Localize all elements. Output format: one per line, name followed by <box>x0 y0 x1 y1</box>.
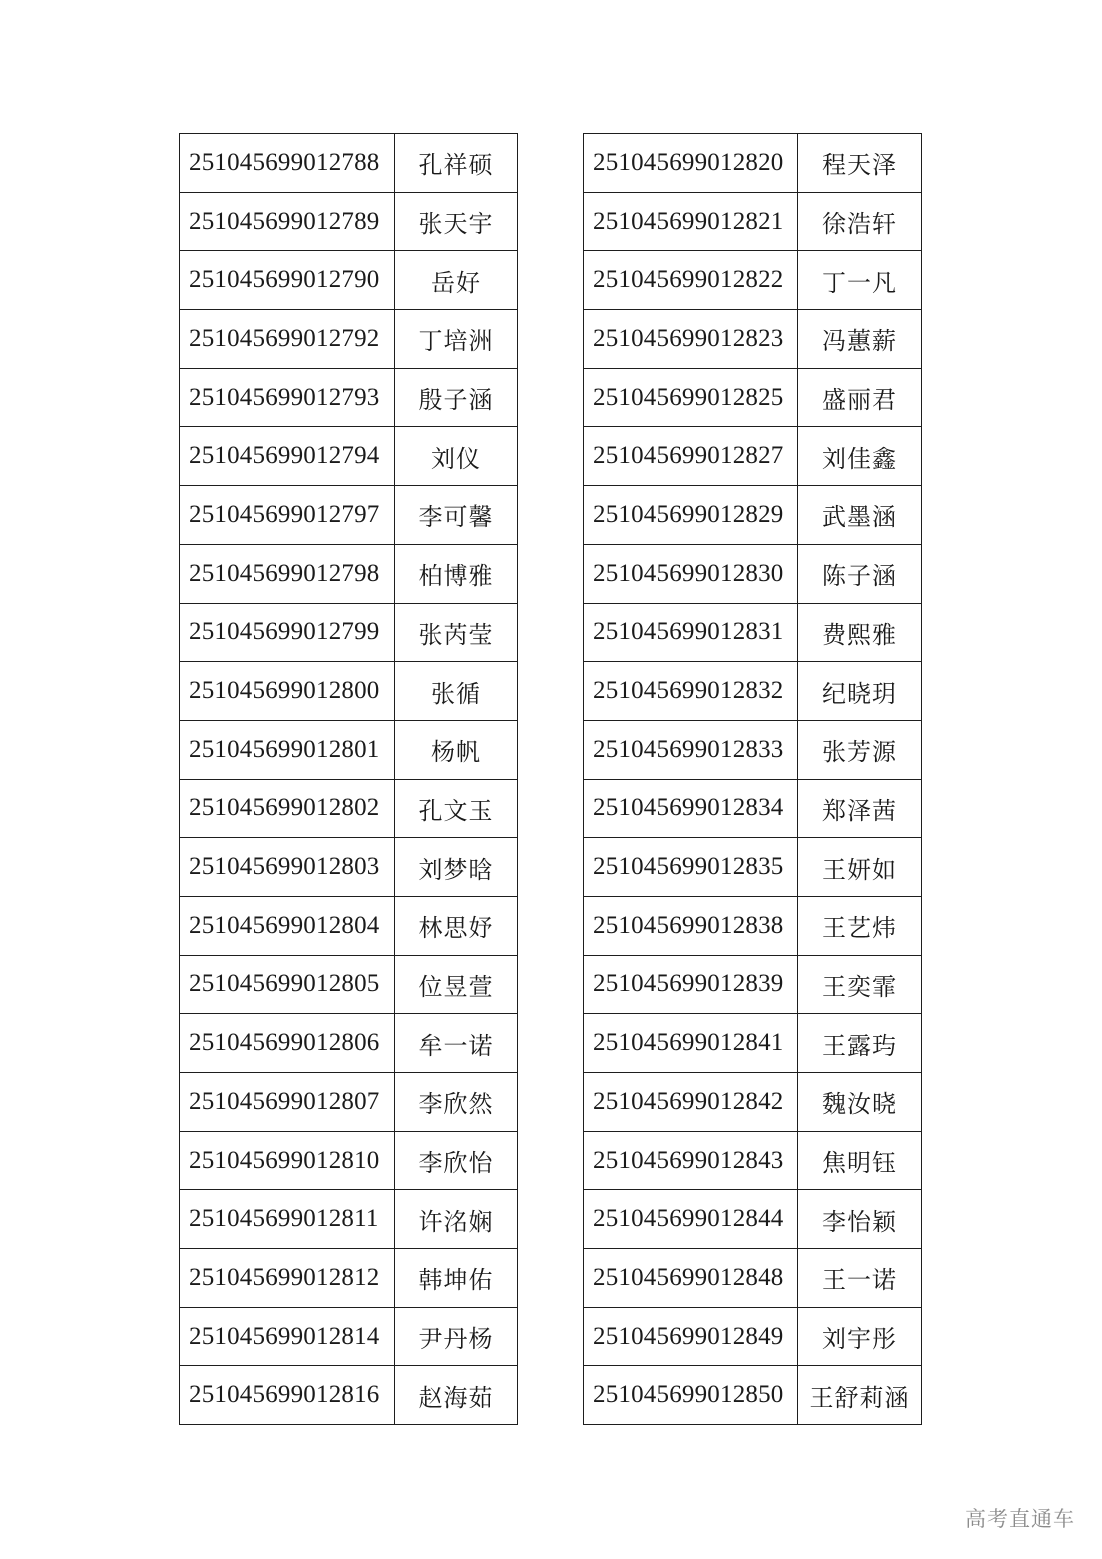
student-name-cell: 张循 <box>395 662 518 721</box>
table-row <box>180 662 518 721</box>
exam-id-cell: 251045699012804 <box>180 896 395 955</box>
exam-id-cell: 251045699012849 <box>584 1307 798 1366</box>
exam-id-cell: 251045699012835 <box>584 838 798 897</box>
student-name-cell: 焦明钰 <box>798 1131 922 1190</box>
table-row <box>180 1014 518 1073</box>
table-row <box>584 427 922 486</box>
table-row <box>180 1131 518 1190</box>
table-row <box>584 779 922 838</box>
table-row <box>180 251 518 310</box>
student-name-cell: 林思妤 <box>395 896 518 955</box>
table-row <box>180 486 518 545</box>
table-row <box>584 1073 922 1132</box>
exam-id-cell: 251045699012825 <box>584 368 798 427</box>
exam-id-cell: 251045699012788 <box>180 134 395 193</box>
exam-id-cell: 251045699012850 <box>584 1366 798 1425</box>
table-row <box>180 779 518 838</box>
table-row <box>584 662 922 721</box>
table-row <box>180 838 518 897</box>
student-name-cell: 刘宇彤 <box>798 1307 922 1366</box>
student-name-cell: 王舒莉涵 <box>798 1366 922 1425</box>
table-row <box>584 603 922 662</box>
table-row <box>180 310 518 369</box>
table-row <box>584 896 922 955</box>
table-row <box>180 427 518 486</box>
exam-id-cell: 251045699012833 <box>584 720 798 779</box>
left-table-body <box>180 134 518 1425</box>
exam-id-cell: 251045699012811 <box>180 1190 395 1249</box>
exam-id-cell: 251045699012794 <box>180 427 395 486</box>
student-name-cell: 杨帆 <box>395 720 518 779</box>
student-name-cell: 位昱萱 <box>395 955 518 1014</box>
table-row <box>180 1073 518 1132</box>
student-name-cell: 程天泽 <box>798 134 922 193</box>
table-row <box>584 486 922 545</box>
table-row <box>584 368 922 427</box>
student-name-cell: 张芳源 <box>798 720 922 779</box>
exam-id-cell: 251045699012841 <box>584 1014 798 1073</box>
watermark-text: 高考直通车 <box>965 1507 1075 1531</box>
student-name-cell: 纪晓玥 <box>798 662 922 721</box>
exam-id-cell: 251045699012842 <box>584 1073 798 1132</box>
student-name-cell: 王露玙 <box>798 1014 922 1073</box>
student-name-cell: 刘佳鑫 <box>798 427 922 486</box>
exam-id-cell: 251045699012827 <box>584 427 798 486</box>
exam-id-cell: 251045699012803 <box>180 838 395 897</box>
student-name-cell: 费熙雅 <box>798 603 922 662</box>
student-name-cell: 丁培洲 <box>395 310 518 369</box>
table-row <box>180 955 518 1014</box>
student-name-cell: 柏博雅 <box>395 544 518 603</box>
table-row <box>584 544 922 603</box>
table-row <box>584 1307 922 1366</box>
student-name-cell: 李欣怡 <box>395 1131 518 1190</box>
table-row <box>180 720 518 779</box>
student-name-cell: 盛丽君 <box>798 368 922 427</box>
table-row <box>584 1131 922 1190</box>
student-name-cell: 岳好 <box>395 251 518 310</box>
exam-id-cell: 251045699012832 <box>584 662 798 721</box>
exam-id-cell: 251045699012812 <box>180 1249 395 1308</box>
student-name-cell: 徐浩轩 <box>798 192 922 251</box>
table-row <box>180 896 518 955</box>
student-name-cell: 李欣然 <box>395 1073 518 1132</box>
student-name-cell: 孔祥硕 <box>395 134 518 193</box>
student-name-cell: 韩坤佑 <box>395 1249 518 1308</box>
student-name-cell: 李可馨 <box>395 486 518 545</box>
exam-id-cell: 251045699012839 <box>584 955 798 1014</box>
student-name-cell: 孔文玉 <box>395 779 518 838</box>
exam-id-cell: 251045699012798 <box>180 544 395 603</box>
student-name-cell: 王艺炜 <box>798 896 922 955</box>
table-row <box>584 1190 922 1249</box>
table-row <box>584 1014 922 1073</box>
student-name-cell: 丁一凡 <box>798 251 922 310</box>
exam-id-cell: 251045699012805 <box>180 955 395 1014</box>
exam-id-cell: 251045699012807 <box>180 1073 395 1132</box>
student-name-cell: 尹丹杨 <box>395 1307 518 1366</box>
table-row <box>584 838 922 897</box>
exam-id-cell: 251045699012814 <box>180 1307 395 1366</box>
student-name-cell: 魏汝晓 <box>798 1073 922 1132</box>
table-row <box>180 368 518 427</box>
exam-id-cell: 251045699012810 <box>180 1131 395 1190</box>
student-name-cell: 王一诺 <box>798 1249 922 1308</box>
exam-id-cell: 251045699012831 <box>584 603 798 662</box>
table-row <box>180 1307 518 1366</box>
table-row <box>180 603 518 662</box>
student-name-cell: 刘梦晗 <box>395 838 518 897</box>
exam-id-cell: 251045699012801 <box>180 720 395 779</box>
student-name-cell: 王奕霏 <box>798 955 922 1014</box>
table-row <box>584 1366 922 1425</box>
exam-id-cell: 251045699012822 <box>584 251 798 310</box>
table-row <box>584 310 922 369</box>
exam-id-cell: 251045699012838 <box>584 896 798 955</box>
table-row <box>180 1366 518 1425</box>
student-name-cell: 李怡颖 <box>798 1190 922 1249</box>
exam-id-cell: 251045699012802 <box>180 779 395 838</box>
table-row <box>584 192 922 251</box>
exam-id-cell: 251045699012790 <box>180 251 395 310</box>
student-name-cell: 郑泽茜 <box>798 779 922 838</box>
table-row <box>584 720 922 779</box>
student-name-cell: 牟一诺 <box>395 1014 518 1073</box>
table-row <box>584 955 922 1014</box>
exam-id-cell: 251045699012800 <box>180 662 395 721</box>
student-name-cell: 赵海茹 <box>395 1366 518 1425</box>
exam-id-cell: 251045699012829 <box>584 486 798 545</box>
right-roster-table <box>583 133 922 1425</box>
exam-id-cell: 251045699012792 <box>180 310 395 369</box>
exam-id-cell: 251045699012823 <box>584 310 798 369</box>
exam-id-cell: 251045699012793 <box>180 368 395 427</box>
table-row <box>584 1249 922 1308</box>
exam-id-cell: 251045699012830 <box>584 544 798 603</box>
exam-id-cell: 251045699012844 <box>584 1190 798 1249</box>
table-row <box>180 192 518 251</box>
right-table-body <box>584 134 922 1425</box>
exam-id-cell: 251045699012820 <box>584 134 798 193</box>
student-name-cell: 张芮莹 <box>395 603 518 662</box>
student-name-cell: 许洺娴 <box>395 1190 518 1249</box>
exam-id-cell: 251045699012834 <box>584 779 798 838</box>
exam-id-cell: 251045699012806 <box>180 1014 395 1073</box>
table-row <box>584 134 922 193</box>
table-row <box>180 544 518 603</box>
student-name-cell: 陈子涵 <box>798 544 922 603</box>
table-row <box>180 134 518 193</box>
student-name-cell: 殷子涵 <box>395 368 518 427</box>
exam-id-cell: 251045699012816 <box>180 1366 395 1425</box>
table-row <box>180 1190 518 1249</box>
exam-id-cell: 251045699012843 <box>584 1131 798 1190</box>
exam-id-cell: 251045699012821 <box>584 192 798 251</box>
table-row <box>584 251 922 310</box>
student-name-cell: 武墨涵 <box>798 486 922 545</box>
student-name-cell: 刘仪 <box>395 427 518 486</box>
exam-id-cell: 251045699012789 <box>180 192 395 251</box>
table-row <box>180 1249 518 1308</box>
left-roster-table <box>179 133 518 1425</box>
student-name-cell: 冯蕙薪 <box>798 310 922 369</box>
exam-id-cell: 251045699012848 <box>584 1249 798 1308</box>
exam-id-cell: 251045699012797 <box>180 486 395 545</box>
student-name-cell: 张天宇 <box>395 192 518 251</box>
student-name-cell: 王妍如 <box>798 838 922 897</box>
exam-id-cell: 251045699012799 <box>180 603 395 662</box>
